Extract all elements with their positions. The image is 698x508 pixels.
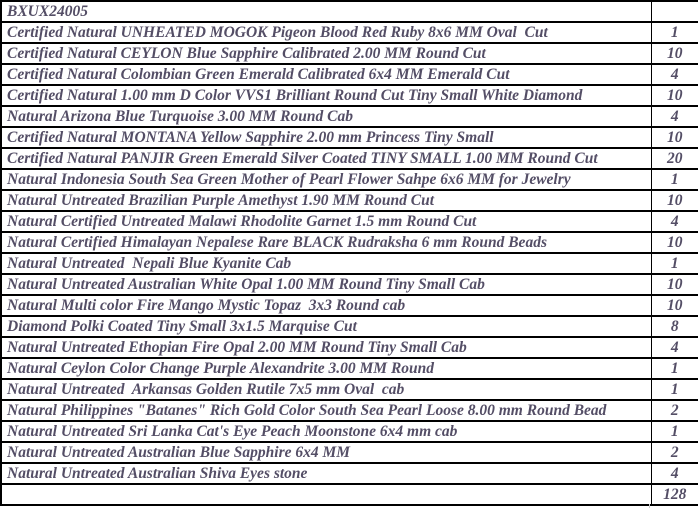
item-description-cell: Certified Natural 1.00 mm D Color VVS1 Brilliant Round Cut Tiny Small White Diamond (1, 85, 651, 106)
item-qty-cell: 4 (651, 337, 698, 358)
item-row (1, 358, 698, 379)
item-qty-cell: 2 (651, 442, 698, 463)
item-description-cell: Natural Ceylon Color Change Purple Alexandrite 3.00 MM Round (1, 358, 651, 379)
item-description-cell: Certified Natural Colombian Green Emerald Calibrated 6x4 MM Emerald Cut (1, 64, 651, 85)
item-row (1, 421, 698, 442)
item-qty-cell: 1 (651, 421, 698, 442)
item-row (1, 106, 698, 127)
lot-id-cell: BXUX24005 (1, 1, 651, 22)
gridline-stub (649, 504, 650, 508)
item-row (1, 211, 698, 232)
total-empty-cell (1, 484, 651, 505)
item-qty-cell: 1 (651, 358, 698, 379)
item-description-cell: Natural Untreated Australian Blue Sapphire 6x4 MM (1, 442, 651, 463)
item-qty-cell: 4 (651, 64, 698, 85)
item-row (1, 169, 698, 190)
item-row (1, 64, 698, 85)
item-row (1, 400, 698, 421)
item-description-cell: Natural Untreated Australian Shiva Eyes stone (1, 463, 651, 484)
item-qty-cell: 10 (651, 232, 698, 253)
item-qty-cell: 4 (651, 106, 698, 127)
item-row (1, 22, 698, 43)
item-description-cell: Natural Arizona Blue Turquoise 3.00 MM Round Cab (1, 106, 651, 127)
item-row (1, 442, 698, 463)
item-description-cell: Natural Certified Himalayan Nepalese Rare BLACK Rudraksha 6 mm Round Beads (1, 232, 651, 253)
item-description-cell: Natural Philippines "Batanes" Rich Gold Color South Sea Pearl Loose 8.00 mm Round Bead (1, 400, 651, 421)
item-qty-cell: 8 (651, 316, 698, 337)
item-qty-cell: 1 (651, 22, 698, 43)
item-qty-cell: 1 (651, 253, 698, 274)
item-qty-cell: 10 (651, 190, 698, 211)
header-qty-cell (651, 1, 698, 22)
total-row (1, 484, 698, 505)
item-description-cell: Diamond Polki Coated Tiny Small 3x1.5 Marquise Cut (1, 316, 651, 337)
item-row (1, 295, 698, 316)
item-description-cell: Natural Indonesia South Sea Green Mother of Pearl Flower Sahpe 6x6 MM for Jewelry (1, 169, 651, 190)
item-description-cell: Certified Natural CEYLON Blue Sapphire Calibrated 2.00 MM Round Cut (1, 43, 651, 64)
item-row (1, 463, 698, 484)
item-description-cell: Natural Untreated Brazilian Purple Amethyst 1.90 MM Round Cut (1, 190, 651, 211)
item-qty-cell: 10 (651, 85, 698, 106)
item-row (1, 316, 698, 337)
item-row (1, 379, 698, 400)
item-qty-cell: 1 (651, 169, 698, 190)
total-qty-cell: 128 (651, 484, 698, 505)
item-description-cell: Natural Untreated Ethopian Fire Opal 2.00 MM Round Tiny Small Cab (1, 337, 651, 358)
item-qty-cell: 10 (651, 127, 698, 148)
item-row (1, 190, 698, 211)
item-qty-cell: 2 (651, 400, 698, 421)
item-qty-cell: 10 (651, 295, 698, 316)
item-row (1, 232, 698, 253)
item-description-cell: Natural Untreated Nepali Blue Kyanite Cab (1, 253, 651, 274)
item-description-cell: Natural Certified Untreated Malawi Rhodolite Garnet 1.5 mm Round Cut (1, 211, 651, 232)
item-description-cell: Certified Natural UNHEATED MOGOK Pigeon Blood Red Ruby 8x6 MM Oval Cut (1, 22, 651, 43)
item-row (1, 274, 698, 295)
item-row (1, 127, 698, 148)
item-qty-cell: 1 (651, 379, 698, 400)
item-row (1, 148, 698, 169)
item-description-cell: Natural Multi color Fire Mango Mystic Topaz 3x3 Round cab (1, 295, 651, 316)
item-qty-cell: 10 (651, 274, 698, 295)
item-description-cell: Natural Untreated Arkansas Golden Rutile 7x5 mm Oval cab (1, 379, 651, 400)
item-qty-cell: 4 (651, 463, 698, 484)
item-qty-cell: 20 (651, 148, 698, 169)
header-row (1, 1, 698, 22)
item-row (1, 85, 698, 106)
item-qty-cell: 4 (651, 211, 698, 232)
item-description-cell: Natural Untreated Sri Lanka Cat's Eye Peach Moonstone 6x4 mm cab (1, 421, 651, 442)
item-row (1, 43, 698, 64)
item-qty-cell: 10 (651, 43, 698, 64)
item-description-cell: Certified Natural MONTANA Yellow Sapphire 2.00 mm Princess Tiny Small (1, 127, 651, 148)
item-row (1, 337, 698, 358)
item-description-cell: Natural Untreated Australian White Opal 1.00 MM Round Tiny Small Cab (1, 274, 651, 295)
item-description-cell: Certified Natural PANJIR Green Emerald Silver Coated TINY SMALL 1.00 MM Round Cut (1, 148, 651, 169)
item-row (1, 253, 698, 274)
